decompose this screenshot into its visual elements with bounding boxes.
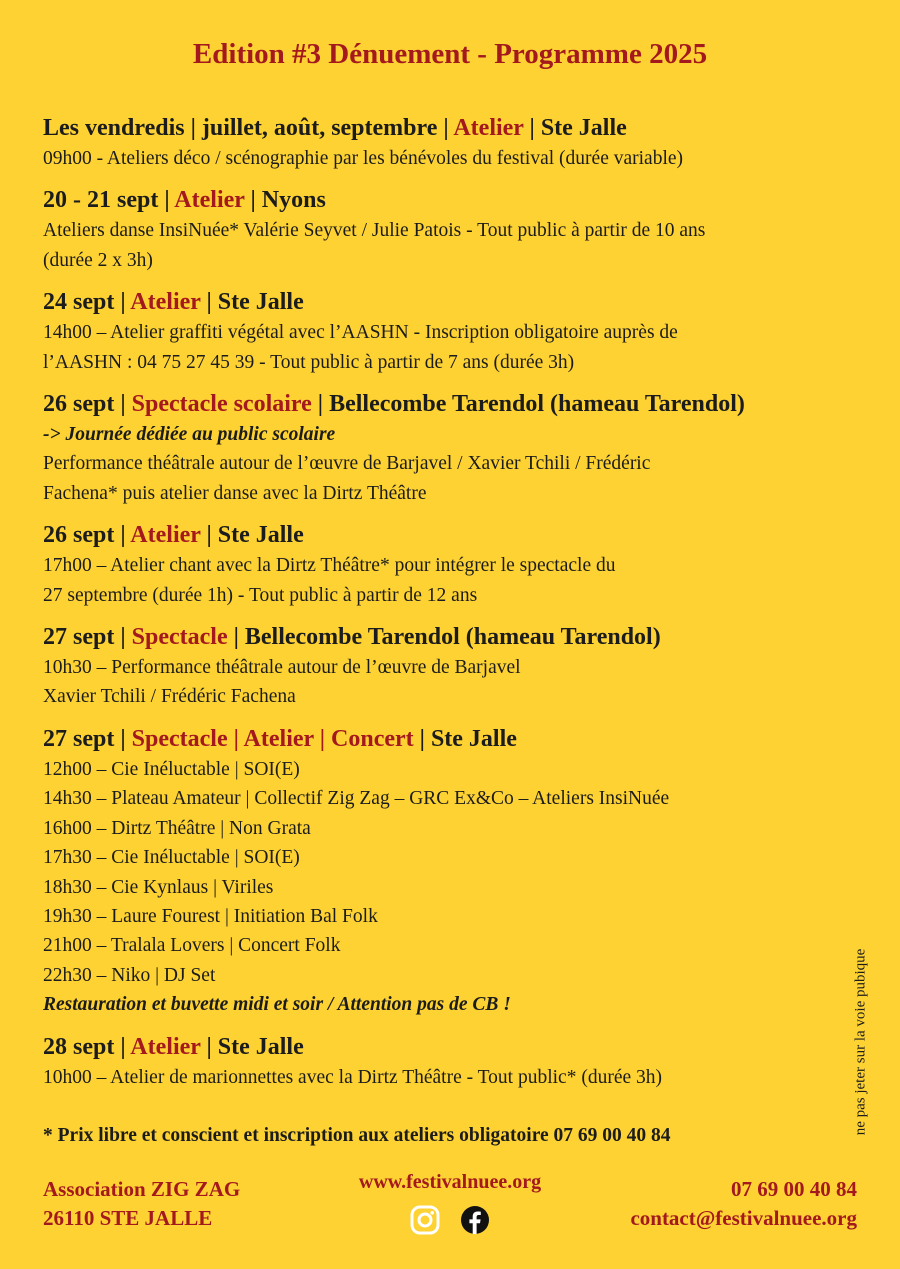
heading-text: | Ste Jalle: [200, 1033, 304, 1060]
heading-text: | Ste Jalle: [200, 289, 304, 316]
section-heading: [43, 723, 843, 755]
schedule-line: 19h30 – Laure Fourest | Initiation Bal Folk: [43, 905, 378, 927]
program-section: [43, 388, 843, 508]
section-heading: [43, 621, 843, 653]
association-name: Association ZIG ZAG: [43, 1177, 241, 1201]
event-type: Atelier: [174, 187, 245, 214]
heading-text: 20 - 21 sept |: [43, 187, 175, 214]
schedule-line: Xavier Tchili / Frédéric Fachena: [43, 686, 296, 708]
phone-number[interactable]: 07 69 00 40 84: [731, 1177, 857, 1201]
schedule-line: (durée 2 x 3h): [43, 249, 153, 271]
page-title: Edition #3 Dénuement - Programme 2025: [192, 38, 708, 70]
program-section: [43, 184, 843, 275]
section-heading: [43, 1031, 843, 1063]
event-type: Atelier: [130, 289, 201, 316]
heading-text: | Ste Jalle: [413, 725, 517, 752]
section-heading: [43, 184, 843, 216]
schedule-line: 17h00 – Atelier chant avec la Dirtz Théâtre* pour intégrer le spectacle du: [43, 555, 616, 577]
event-type: Spectacle: [131, 624, 228, 651]
schedule-line: 14h00 – Atelier graffiti végétal avec l’AASHN - Inscription obligatoire auprès de: [43, 322, 678, 344]
heading-text: | Ste Jalle: [200, 522, 304, 549]
heading-text: | Nyons: [244, 187, 326, 214]
schedule-line: 09h00 - Ateliers déco / scénographie par les bénévoles du festival (durée variable): [43, 148, 684, 169]
program-section: [43, 723, 843, 1020]
schedule-line: l’AASHN : 04 75 27 45 39 - Tout public à partir de 7 ans (durée 3h): [43, 351, 575, 373]
schedule-line: 10h30 – Performance théâtrale autour de l’œuvre de Barjavel: [43, 657, 521, 679]
footnote: * Prix libre et conscient et inscription aux ateliers obligatoire 07 69 00 40 84: [43, 1125, 671, 1146]
schedule-line: 14h30 – Plateau Amateur | Collectif Zig Zag – GRC Ex&Co – Ateliers InsiNuée: [43, 788, 670, 810]
schedule-line: Ateliers danse InsiNuée* Valérie Seyvet / Julie Patois - Tout public à partir de 10 ans: [43, 220, 706, 242]
heading-text: | Ste Jalle: [523, 115, 627, 141]
program-section: [43, 519, 843, 610]
heading-text: | Bellecombe Tarendol (hameau Tarendol): [227, 624, 661, 651]
event-type: Spectacle scolaire: [131, 391, 312, 418]
heading-text: 27 sept |: [43, 624, 132, 651]
program-list: [43, 112, 843, 1103]
schedule-line: 10h00 – Atelier de marionnettes avec la Dirtz Théâtre - Tout public* (durée 3h): [43, 1066, 662, 1088]
heading-text: 26 sept |: [43, 391, 132, 418]
schedule-line: 12h00 – Cie Inéluctable | SOI(E): [43, 758, 300, 780]
schedule-line: 18h30 – Cie Kynlaus | Viriles: [43, 876, 274, 898]
side-note: ne pas jeter sur la voie pubique: [852, 948, 869, 1136]
program-section: [43, 112, 843, 173]
section-heading: [43, 519, 843, 551]
facebook-icon[interactable]: [460, 1205, 490, 1235]
schedule-line: 16h00 – Dirtz Théâtre | Non Grata: [43, 817, 311, 839]
association-city: 26110 STE JALLE: [43, 1206, 213, 1230]
schedule-line: Fachena* puis atelier danse avec la Dirtz Théâtre: [43, 482, 427, 504]
schedule-line: 17h30 – Cie Inéluctable | SOI(E): [43, 847, 300, 869]
heading-text: 24 sept |: [43, 289, 131, 316]
section-note: -> Journée dédiée au public scolaire: [43, 424, 336, 446]
schedule-line: 21h00 – Tralala Lovers | Concert Folk: [43, 935, 341, 957]
email-link[interactable]: contact@festivalnuee.org: [630, 1206, 857, 1230]
schedule-line: 27 septembre (durée 1h) - Tout public à partir de 12 ans: [43, 584, 478, 606]
event-type: Atelier: [130, 1033, 201, 1060]
heading-text: 28 sept |: [43, 1033, 131, 1060]
heading-text: 27 sept |: [43, 725, 132, 752]
event-type: Atelier: [453, 115, 524, 141]
heading-text: 26 sept |: [43, 522, 131, 549]
program-section: [43, 621, 843, 712]
website-link[interactable]: www.festivalnuee.org: [358, 1171, 542, 1193]
section-note: Restauration et buvette midi et soir / Attention pas de CB !: [43, 994, 511, 1016]
schedule-line: 22h30 – Niko | DJ Set: [43, 964, 216, 986]
event-type: Atelier: [130, 522, 201, 549]
program-section: [43, 1031, 843, 1092]
schedule-line: Performance théâtrale autour de l’œuvre de Barjavel / Xavier Tchili / Frédéric: [43, 453, 651, 475]
section-heading: [43, 112, 843, 144]
heading-text: Les vendredis | juillet, août, septembre |: [43, 115, 454, 141]
section-heading: [43, 388, 843, 420]
event-type: Spectacle | Atelier | Concert: [131, 725, 414, 752]
instagram-icon[interactable]: [410, 1205, 440, 1235]
heading-text: | Bellecombe Tarendol (hameau Tarendol): [311, 391, 745, 418]
section-heading: [43, 286, 843, 318]
contact-block: [630, 1175, 857, 1233]
program-section: [43, 286, 843, 377]
